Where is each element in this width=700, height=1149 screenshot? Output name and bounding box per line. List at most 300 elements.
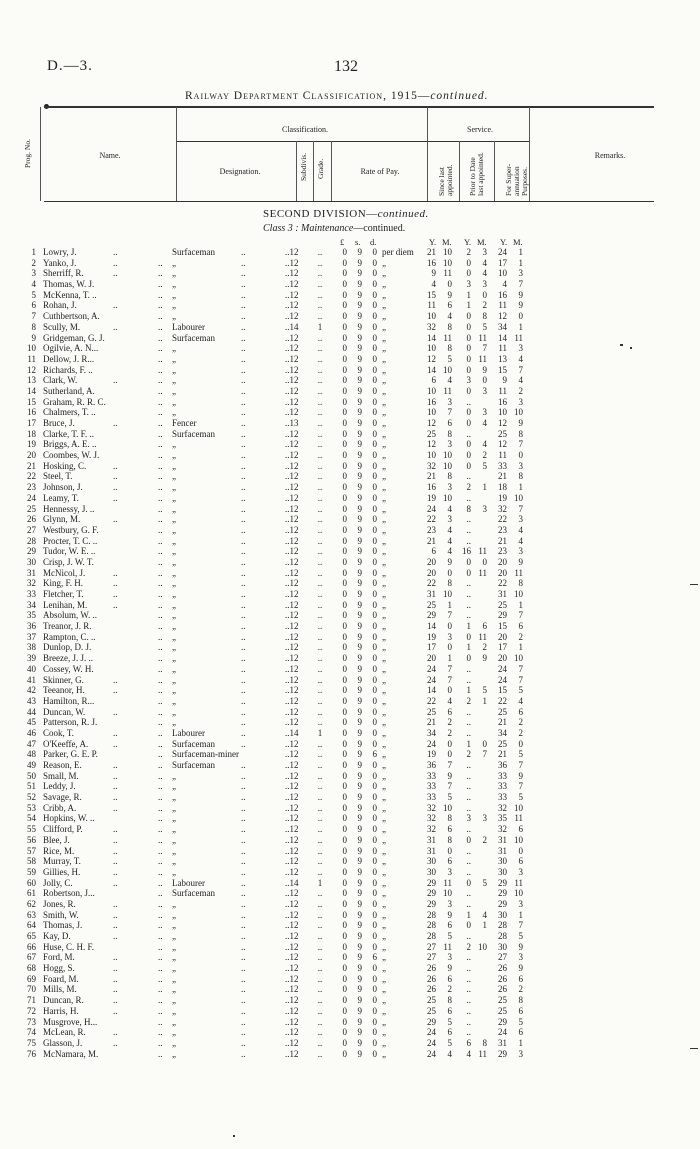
cell-pay-period: „	[382, 492, 386, 503]
cell-leader-dots: ..	[158, 439, 163, 450]
cell-grade: ..12	[285, 353, 299, 364]
cell-subdivision: ..	[317, 556, 323, 567]
cell-subdivision: ..	[317, 535, 323, 546]
cell-designation: „	[172, 781, 176, 792]
cell-designation: „	[172, 268, 176, 279]
cell-leader-dots: ..	[241, 738, 246, 749]
table-row	[0, 888, 700, 899]
table-row	[0, 439, 700, 450]
cell-name: Rice, M.	[43, 845, 75, 856]
cell-leader-dots: ..	[113, 931, 118, 941]
cell-super-months: 3	[518, 396, 523, 407]
cell-grade: ..12	[285, 257, 299, 268]
cell-pay-shillings: 9	[357, 599, 362, 610]
cell-leader-dots: ..	[241, 931, 246, 941]
cell-leader-dots: ..	[241, 364, 246, 375]
cell-pay-shillings: 9	[357, 589, 362, 599]
table-row	[0, 557, 700, 568]
cell-leader-dots: ..	[158, 813, 163, 824]
cell-leader-dots: ..	[241, 941, 246, 952]
cell-leader-dots: ..	[113, 866, 118, 877]
cell-pay-shillings: 9	[357, 845, 362, 856]
cell-since-months: 0	[447, 567, 452, 578]
table-row	[0, 322, 700, 333]
cell-pay-shillings: 9	[357, 300, 362, 311]
cell-prog-no: 16	[27, 407, 36, 418]
cell-leader-dots: ..	[113, 952, 118, 963]
cell-pay-period: „	[382, 556, 386, 567]
cell-prog-no: 57	[27, 845, 36, 856]
cell-designation: Surfaceman-miner	[172, 749, 239, 760]
cell-grade: ..12	[285, 792, 299, 803]
cell-pay-pence: 0	[372, 439, 377, 450]
vline-designation	[296, 141, 297, 201]
cell-leader-dots: ..	[113, 706, 118, 717]
cell-prior-months: 3	[482, 385, 487, 396]
cell-leader-dots: ..	[113, 460, 118, 471]
cell-since-months: 0	[447, 642, 452, 653]
cell-prog-no: 31	[27, 567, 36, 578]
cell-pay-pence: 0	[372, 941, 377, 952]
cell-grade: ..12	[285, 706, 299, 717]
cell-prog-no: 59	[27, 866, 36, 877]
cell-super-years: 34	[498, 727, 507, 738]
cell-pay-period: „	[382, 845, 386, 856]
cell-name: Sherriff, R.	[43, 268, 84, 279]
cell-since-months: 0	[447, 845, 452, 856]
cell-super-months: 6	[518, 621, 523, 632]
cell-pay-shillings: 9	[357, 909, 362, 920]
cell-leader-dots: ..	[241, 450, 246, 461]
table-row	[0, 568, 700, 579]
cell-designation: „	[172, 289, 176, 300]
table-row	[0, 375, 700, 386]
cell-designation: „	[172, 909, 176, 920]
cell-super-years: 15	[498, 364, 507, 375]
cell-grade: ..12	[285, 589, 299, 599]
cell-leader-dots: ..	[113, 674, 118, 685]
cell-since-years: 36	[427, 760, 436, 770]
cell-prog-no: 24	[27, 492, 36, 503]
cell-name: Hennessy, J. ..	[43, 503, 95, 514]
cell-subdivision: ..	[317, 503, 323, 514]
cell-prog-no: 71	[27, 995, 36, 1006]
cell-super-years: 22	[498, 514, 507, 525]
cell-name: Robertson, J...	[43, 888, 95, 899]
cell-designation: Surfaceman	[172, 888, 215, 899]
cell-since-years: 22	[427, 514, 436, 525]
cell-since-months: 10	[443, 257, 452, 268]
cell-super-years: 25	[498, 428, 507, 439]
cell-pay-pence: 0	[372, 589, 377, 599]
cell-pay-pounds: 0	[342, 418, 347, 428]
table-row	[0, 792, 700, 803]
cell-designation: „	[172, 503, 176, 514]
cell-prog-no: 7	[31, 311, 36, 322]
cell-leader-dots: ..	[241, 300, 246, 311]
cell-prior-months: 1	[482, 482, 487, 493]
cell-since-months: 10	[443, 492, 452, 503]
cell-super-months: 3	[518, 952, 523, 963]
cell-since-months: 6	[447, 1027, 452, 1038]
cell-prior-months: 11	[478, 332, 487, 343]
cell-grade: ..12	[285, 685, 299, 696]
cell-pay-shillings: 9	[357, 247, 362, 257]
cell-designation: „	[172, 663, 176, 674]
cell-since-months: 10	[443, 802, 452, 813]
cell-super-months: 9	[518, 300, 523, 311]
cell-subdivision: ..	[317, 1037, 323, 1048]
cell-pay-period: „	[382, 824, 386, 835]
cell-leader-dots: ..	[241, 567, 246, 578]
cell-super-years: 29	[498, 610, 507, 621]
cell-subdivision: ..	[317, 760, 323, 770]
cell-pay-pence: 0	[372, 364, 377, 375]
cell-name: Glasson, J.	[43, 1037, 83, 1048]
cell-pay-shillings: 9	[357, 1037, 362, 1048]
cell-pay-period: „	[382, 524, 386, 535]
cell-designation: „	[172, 856, 176, 867]
cell-pay-pounds: 0	[342, 321, 347, 332]
cell-pay-pence: 0	[372, 311, 377, 322]
cell-grade: ..12	[285, 920, 299, 931]
cell-super-years: 18	[498, 482, 507, 493]
cell-pay-period: „	[382, 760, 386, 770]
unit-shillings: s.	[355, 237, 361, 247]
cell-subdivision: ..	[317, 749, 323, 760]
cell-designation: „	[172, 941, 176, 952]
table-row	[0, 482, 700, 493]
cell-super-years: 28	[498, 920, 507, 931]
table-row	[0, 664, 700, 675]
service-subrule	[427, 141, 529, 142]
vline-since	[459, 141, 460, 201]
cell-super-years: 31	[498, 589, 507, 599]
cell-grade: ..12	[285, 717, 299, 728]
cell-grade: ..12	[285, 492, 299, 503]
cell-prior-months: 11	[478, 353, 487, 364]
cell-super-months: 3	[518, 898, 523, 909]
cell-pay-pence: 0	[372, 1048, 377, 1059]
cell-name: Huse, C. H. F.	[43, 941, 95, 952]
cell-super-months: 1	[518, 1037, 523, 1048]
cell-super-months: 0	[518, 845, 523, 856]
cell-super-years: 21	[498, 717, 507, 728]
cell-pay-shillings: 9	[357, 578, 362, 589]
cell-subdivision: ..	[317, 578, 323, 589]
cell-prog-no: 75	[27, 1037, 36, 1048]
cell-leader-dots: ..	[158, 1005, 163, 1016]
cell-prior-months: 7	[482, 343, 487, 354]
cell-prior-months: 5	[482, 321, 487, 332]
cell-leader-dots: ..	[241, 877, 246, 888]
cell-since-years: 25	[427, 428, 436, 439]
cell-pay-shillings: 9	[357, 311, 362, 322]
cell-pay-shillings: 9	[357, 717, 362, 728]
cell-leader-dots: ..	[158, 578, 163, 589]
cell-pay-period: „	[382, 781, 386, 792]
cell-prior-years: 0	[466, 343, 471, 354]
cell-pay-pounds: 0	[342, 279, 347, 290]
cell-leader-dots: ..	[241, 514, 246, 525]
cell-pay-shillings: 9	[357, 920, 362, 931]
cell-subdivision: ..	[317, 450, 323, 461]
cell-leader-dots: ..	[158, 631, 163, 642]
cell-name: Glynn, M.	[43, 514, 81, 525]
cell-prior-years: 1	[466, 909, 471, 920]
cell-pay-period: „	[382, 460, 386, 471]
cell-designation: Surfaceman	[172, 332, 215, 343]
cell-prior-months: 2	[482, 300, 487, 311]
cell-designation: „	[172, 642, 176, 653]
cell-pay-period: „	[382, 727, 386, 738]
cell-super-months: 7	[518, 674, 523, 685]
table-row	[0, 867, 700, 878]
cell-designation: „	[172, 920, 176, 931]
table-row	[0, 1006, 700, 1017]
cell-pay-pence: 0	[372, 931, 377, 941]
cell-prog-no: 50	[27, 770, 36, 781]
cell-pay-period: „	[382, 589, 386, 599]
cell-pay-shillings: 9	[357, 749, 362, 760]
cell-leader-dots: ..	[158, 385, 163, 396]
cell-grade: ..12	[285, 995, 299, 1006]
cell-prior-years: ..	[466, 578, 471, 589]
cell-subdivision: ..	[317, 717, 323, 728]
cell-since-months: 5	[447, 353, 452, 364]
cell-pay-shillings: 9	[357, 706, 362, 717]
cell-pay-pounds: 0	[342, 984, 347, 995]
cell-super-years: 24	[498, 663, 507, 674]
cell-super-months: 7	[518, 439, 523, 450]
cell-pay-period: „	[382, 471, 386, 482]
cell-subdivision: ..	[317, 407, 323, 418]
cell-subdivision: 1	[317, 877, 323, 888]
cell-leader-dots: ..	[158, 610, 163, 621]
cell-since-years: 31	[427, 589, 436, 599]
cell-leader-dots: ..	[241, 727, 246, 738]
cell-prog-no: 61	[27, 888, 36, 899]
cell-name: McKenna, T. ..	[43, 289, 97, 300]
cell-pay-shillings: 9	[357, 385, 362, 396]
cell-since-months: 5	[447, 1037, 452, 1048]
cell-leader-dots: ..	[241, 621, 246, 632]
cell-pay-shillings: 9	[357, 610, 362, 621]
cell-since-years: 28	[427, 931, 436, 941]
cell-since-months: 10	[443, 247, 452, 257]
cell-name: Scully, M.	[43, 321, 81, 332]
cell-leader-dots: ..	[241, 631, 246, 642]
cell-leader-dots: ..	[158, 952, 163, 963]
cell-pay-pounds: 0	[342, 289, 347, 300]
cell-prior-years: 0	[466, 321, 471, 332]
cell-grade: ..12	[285, 941, 299, 952]
col-since-last: Since last appointed.	[437, 164, 454, 196]
cell-leader-dots: ..	[113, 877, 118, 888]
cell-prior-years: 0	[466, 353, 471, 364]
cell-leader-dots: ..	[113, 973, 118, 984]
cell-since-years: 17	[427, 642, 436, 653]
cell-super-months: 4	[518, 695, 523, 706]
cell-since-months: 7	[447, 781, 452, 792]
cell-prior-years: 8	[466, 503, 471, 514]
cell-name: Hogg, S.	[43, 963, 75, 974]
cell-leader-dots: ..	[241, 909, 246, 920]
cell-grade: ..12	[285, 909, 299, 920]
cell-prog-no: 63	[27, 909, 36, 920]
cell-super-months: 2	[518, 631, 523, 642]
cell-since-years: 12	[427, 418, 436, 428]
cell-pay-pence: 6	[372, 749, 377, 760]
cell-leader-dots: ..	[158, 503, 163, 514]
cell-pay-period: „	[382, 418, 386, 428]
cell-grade: ..12	[285, 332, 299, 343]
cell-prog-no: 36	[27, 621, 36, 632]
cell-prior-years: 0	[466, 385, 471, 396]
cell-since-months: 0	[447, 279, 452, 290]
cell-pay-pence: 0	[372, 578, 377, 589]
cell-leader-dots: ..	[113, 1037, 118, 1048]
cell-prior-years: ..	[466, 396, 471, 407]
cell-subdivision: ..	[317, 952, 323, 963]
cell-pay-pounds: 0	[342, 375, 347, 386]
cell-prior-years: 0	[466, 364, 471, 375]
cell-prior-months: 3	[482, 813, 487, 824]
cell-leader-dots: ..	[113, 1005, 118, 1016]
cell-grade: ..12	[285, 695, 299, 706]
cell-since-months: 9	[447, 963, 452, 974]
cell-pay-pence: 0	[372, 760, 377, 770]
cell-leader-dots: ..	[241, 1016, 246, 1027]
cell-subdivision: ..	[317, 834, 323, 845]
cell-prior-years: ..	[466, 1027, 471, 1038]
cell-grade: ..12	[285, 1016, 299, 1027]
cell-prior-years: 0	[466, 418, 471, 428]
cell-prog-no: 15	[27, 396, 36, 407]
cell-pay-period: „	[382, 311, 386, 322]
cell-leader-dots: ..	[241, 663, 246, 674]
table-row	[0, 504, 700, 515]
cell-leader-dots: ..	[241, 973, 246, 984]
cell-pay-pounds: 0	[342, 631, 347, 642]
cell-pay-shillings: 9	[357, 834, 362, 845]
cell-pay-period: „	[382, 599, 386, 610]
cell-pay-shillings: 9	[357, 1027, 362, 1038]
unit-months-prior: M.	[477, 237, 487, 247]
cell-leader-dots: ..	[158, 567, 163, 578]
cell-super-months: 2	[518, 727, 523, 738]
cell-pay-shillings: 9	[357, 353, 362, 364]
cell-name: Bruce, J.	[43, 418, 75, 428]
cell-since-years: 26	[427, 984, 436, 995]
cell-pay-pounds: 0	[342, 439, 347, 450]
vline-service	[529, 107, 530, 201]
cell-leader-dots: ..	[158, 770, 163, 781]
cell-super-months: 9	[518, 289, 523, 300]
cell-designation: „	[172, 1016, 176, 1027]
cell-leader-dots: ..	[158, 717, 163, 728]
cell-pay-shillings: 9	[357, 738, 362, 749]
cell-since-months: 7	[447, 760, 452, 770]
cell-prog-no: 34	[27, 599, 36, 610]
cell-pay-period: „	[382, 963, 386, 974]
cell-super-months: 5	[518, 749, 523, 760]
cell-subdivision: ..	[317, 738, 323, 749]
cell-since-years: 21	[427, 535, 436, 546]
cell-pay-pence: 0	[372, 279, 377, 290]
cell-designation: „	[172, 364, 176, 375]
cell-pay-pounds: 0	[342, 920, 347, 931]
cell-designation: Surfaceman	[172, 738, 215, 749]
cell-since-years: 29	[427, 877, 436, 888]
cell-super-months: 2	[518, 717, 523, 728]
table-row	[0, 813, 700, 824]
cell-leader-dots: ..	[158, 279, 163, 290]
cell-leader-dots: ..	[113, 898, 118, 909]
cell-since-years: 19	[427, 631, 436, 642]
cell-super-years: 30	[498, 856, 507, 867]
cell-subdivision: ..	[317, 941, 323, 952]
cell-leader-dots: ..	[241, 385, 246, 396]
cell-grade: ..12	[285, 375, 299, 386]
cell-pay-shillings: 9	[357, 257, 362, 268]
cell-name: Leamy, T.	[43, 492, 79, 503]
cell-subdivision: ..	[317, 653, 323, 664]
cell-leader-dots: ..	[113, 738, 118, 749]
cell-prior-years: 0	[466, 631, 471, 642]
cell-since-months: 8	[447, 321, 452, 332]
cell-pay-shillings: 9	[357, 471, 362, 482]
cell-leader-dots: ..	[241, 920, 246, 931]
table-row	[0, 621, 700, 632]
cell-since-years: 14	[427, 621, 436, 632]
cell-leader-dots: ..	[241, 460, 246, 471]
cell-prior-years: 0	[466, 920, 471, 931]
cell-leader-dots: ..	[158, 738, 163, 749]
cell-pay-pence: 0	[372, 343, 377, 354]
cell-name: Musgrove, H...	[43, 1016, 98, 1027]
cell-pay-pounds: 0	[342, 856, 347, 867]
cell-leader-dots: ..	[241, 321, 246, 332]
cell-leader-dots: ..	[113, 781, 118, 792]
cell-prog-no: 28	[27, 535, 36, 546]
cell-since-years: 34	[427, 727, 436, 738]
cell-name: Small, M.	[43, 770, 79, 781]
cell-since-years: 24	[427, 1048, 436, 1059]
cell-name: Cook, T.	[43, 727, 74, 738]
table-row	[0, 1017, 700, 1028]
cell-pay-shillings: 9	[357, 428, 362, 439]
cell-prior-years: ..	[466, 727, 471, 738]
cell-super-years: 11	[498, 385, 507, 396]
table-row	[0, 653, 700, 664]
cell-prior-years: ..	[466, 428, 471, 439]
cell-since-months: 0	[447, 685, 452, 696]
table-row	[0, 589, 700, 600]
cell-subdivision: ..	[317, 546, 323, 557]
margin-mark-3	[690, 584, 698, 585]
cell-leader-dots: ..	[241, 546, 246, 557]
cell-since-years: 24	[427, 738, 436, 749]
cell-grade: ..12	[285, 653, 299, 664]
cell-since-months: 8	[447, 578, 452, 589]
cell-leader-dots: ..	[241, 845, 246, 856]
cell-prog-no: 65	[27, 931, 36, 941]
cell-name: Jones, R.	[43, 898, 76, 909]
cell-leader-dots: ..	[158, 781, 163, 792]
cell-pay-shillings: 9	[357, 567, 362, 578]
cell-name: Hamilton, R...	[43, 695, 95, 706]
